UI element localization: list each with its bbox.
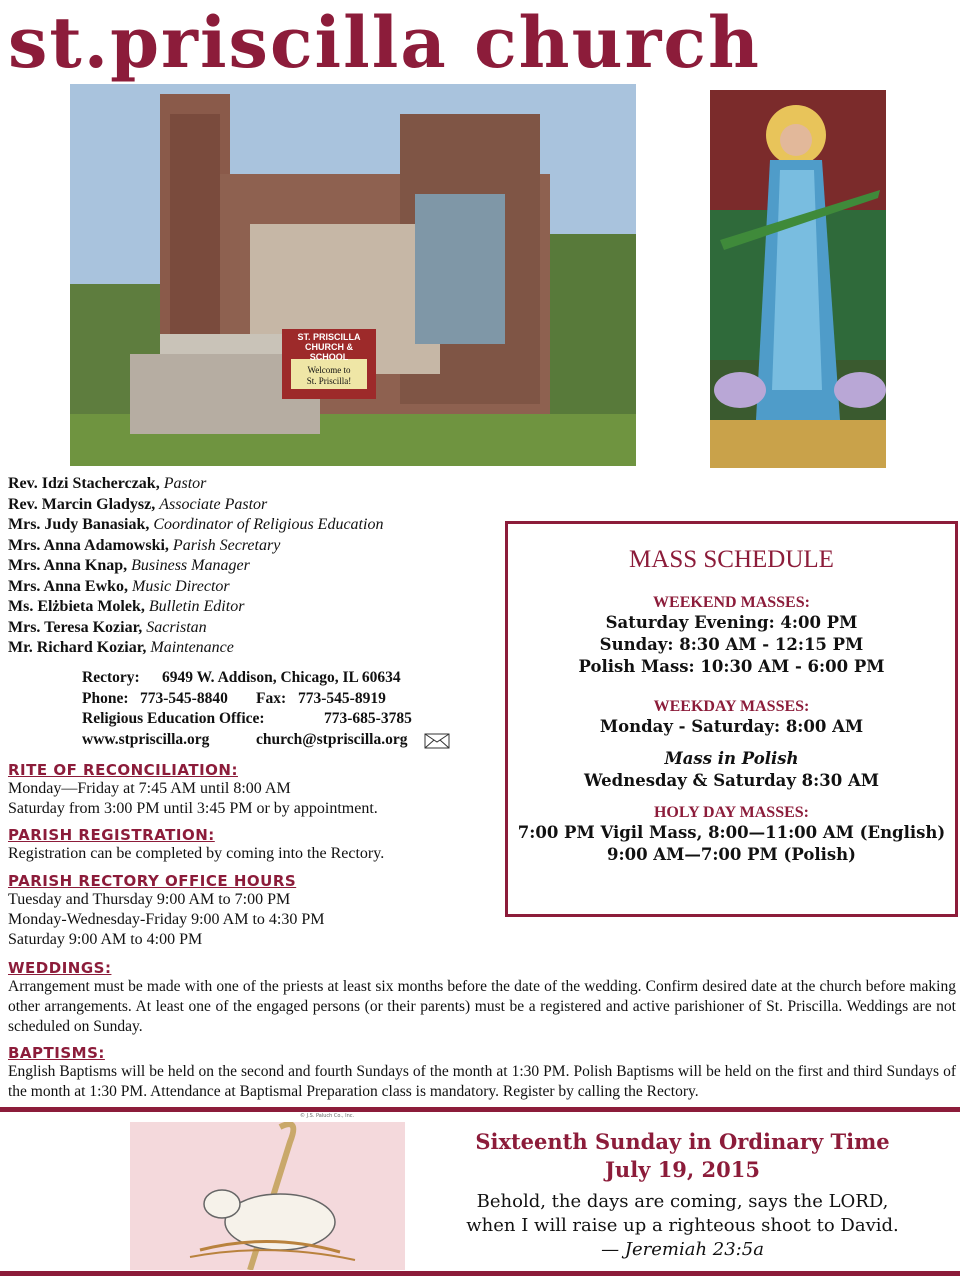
weddings-text: Arrangement must be made with one of the priests at least six months before the date of the wedding. Confirm desired date at the church before making other arrangements. At least one of the engaged persons (or their parents) must be a registered and active parishioner of St. Priscilla. Weddings are not scheduled on Sunday. xyxy=(8,978,956,1035)
weekday-mass-line: Monday - Saturday: 8:00 AM xyxy=(599,717,864,736)
registration-line: Registration can be completed by coming into the Rectory. xyxy=(8,845,385,862)
weddings-heading: WEDDINGS: xyxy=(8,959,112,977)
staff-row: Mr. Richard Koziar, Maintenance xyxy=(8,639,234,656)
sunday-block xyxy=(420,1128,945,1262)
rectory-address: 6949 W. Addison, Chicago, IL 60634 xyxy=(162,669,401,686)
stained-glass-window xyxy=(710,90,886,468)
sunday-date: July 19, 2015 xyxy=(605,1157,760,1182)
phone-label: Phone: xyxy=(82,689,129,707)
reconciliation-line: Monday—Friday at 7:45 AM until 8:00 AM xyxy=(8,780,291,797)
baptisms-text: English Baptisms will be held on the second and fourth Sundays of the month at 1:30 PM. Polish Baptisms will be held on the first and third Sundays of the month at 1:30 PM. Attendance at Baptismal Preparation class is mandatory. Register by calling the Rectory. xyxy=(8,1063,956,1100)
website-link[interactable]: www.stpriscilla.org xyxy=(82,730,210,748)
stained-glass-illustration xyxy=(710,90,886,468)
reconciliation-section xyxy=(8,761,498,819)
fax-number: 773-545-8919 xyxy=(298,689,386,707)
sunday-title: Sixteenth Sunday in Ordinary Time xyxy=(475,1129,890,1154)
office-hours-line: Saturday 9:00 AM to 4:00 PM xyxy=(8,931,203,948)
church-photo xyxy=(70,84,636,466)
weekday-masses-heading: WEEKDAY MASSES: xyxy=(653,698,810,715)
contact-block xyxy=(82,668,502,750)
holy-day-line: 7:00 PM Vigil Mass, 8:00—11:00 AM (English) xyxy=(517,823,946,842)
email-link[interactable]: church@stpriscilla.org xyxy=(256,730,408,748)
phone-number: 773-545-8840 xyxy=(140,689,228,707)
office-hours-line: Monday-Wednesday-Friday 9:00 AM to 4:30 PM xyxy=(8,911,325,928)
footer-rule-top xyxy=(0,1107,960,1112)
verse-line: when I will raise up a righteous shoot to David. xyxy=(466,1215,899,1236)
church-title: st.priscilla church xyxy=(8,1,761,84)
welcome-line-2: St. Priscilla! xyxy=(306,376,352,386)
staff-row: Mrs. Anna Knap, Business Manager xyxy=(8,557,250,574)
lamb-illustration xyxy=(130,1122,405,1270)
envelope-icon xyxy=(424,733,450,749)
religious-ed-label: Religious Education Office: xyxy=(82,710,265,727)
holy-day-line: 9:00 AM—7:00 PM (Polish) xyxy=(607,845,856,864)
office-hours-section xyxy=(8,872,498,950)
staff-row: Ms. Elżbieta Molek, Bulletin Editor xyxy=(8,598,245,615)
phone-line xyxy=(82,689,502,710)
staff-row: Rev. Marcin Gladysz, Associate Pastor xyxy=(8,495,268,513)
staff-row: Rev. Idzi Stacherczak, Pastor xyxy=(8,475,207,492)
registration-heading: PARISH REGISTRATION: xyxy=(8,826,215,844)
mass-schedule-title: MASS SCHEDULE xyxy=(629,546,834,573)
lamb-and-crook-icon xyxy=(130,1122,405,1270)
welcome-line-1: Welcome to xyxy=(307,365,351,375)
mass-schedule-box xyxy=(505,521,958,917)
staff-list xyxy=(8,474,508,659)
baptisms-heading: BAPTISMS: xyxy=(8,1044,105,1062)
church-building-illustration xyxy=(70,84,636,466)
web-line xyxy=(82,730,502,751)
weekend-masses-heading: WEEKEND MASSES: xyxy=(653,594,810,611)
religious-ed-phone: 773-685-3785 xyxy=(324,710,412,727)
staff-row: Mrs. Judy Banasiak, Coordinator of Religious Education xyxy=(8,516,384,533)
reconciliation-heading: RITE OF RECONCILIATION: xyxy=(8,761,238,779)
reconciliation-line: Saturday from 3:00 PM until 3:45 PM or by appointment. xyxy=(8,800,378,817)
rectory-line xyxy=(82,668,502,689)
footer-rule-bottom xyxy=(0,1271,960,1276)
polish-mass-line: Wednesday & Saturday 8:30 AM xyxy=(583,771,880,790)
weekend-mass-line: Saturday Evening: 4:00 PM xyxy=(605,613,858,632)
fax-label: Fax: xyxy=(256,689,287,707)
church-sign-text: ST. PRISCILLA CHURCH & SCHOOL xyxy=(297,332,361,362)
staff-row: Mrs. Teresa Koziar, Sacristan xyxy=(8,618,207,636)
holy-day-masses-heading: HOLY DAY MASSES: xyxy=(653,804,809,821)
rectory-label: Rectory: xyxy=(82,669,140,686)
verse-line: Behold, the days are coming, says the LORD, xyxy=(476,1191,889,1212)
staff-row: Mrs. Anna Ewko, Music Director xyxy=(8,577,230,595)
religious-ed-line xyxy=(82,709,502,730)
office-hours-heading: PARISH RECTORY OFFICE HOURS xyxy=(8,872,297,890)
office-hours-line: Tuesday and Thursday 9:00 AM to 7:00 PM xyxy=(8,891,291,908)
registration-section xyxy=(8,826,498,864)
weekend-mass-line: Sunday: 8:30 AM - 12:15 PM xyxy=(599,635,864,654)
copyright-text: © J.S. Paluch Co., Inc. xyxy=(300,1113,355,1119)
polish-mass-heading: Mass in Polish xyxy=(664,749,799,768)
welcome-sign xyxy=(291,365,367,387)
staff-row: Mrs. Anna Adamowski, Parish Secretary xyxy=(8,536,281,554)
baptisms-section xyxy=(8,1044,956,1102)
verse-citation: — Jeremiah 23:5a xyxy=(601,1239,764,1260)
weekend-mass-line: Polish Mass: 10:30 AM - 6:00 PM xyxy=(578,657,885,676)
weddings-section xyxy=(8,959,956,1037)
